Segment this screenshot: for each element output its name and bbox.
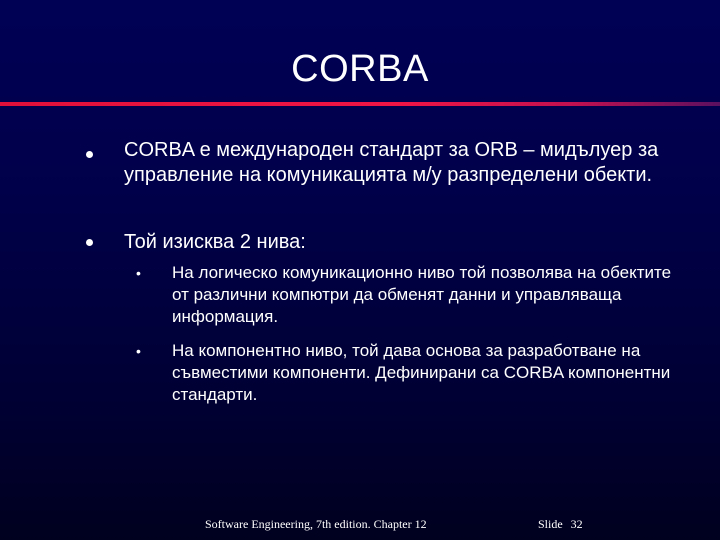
sub-bullet-dot-icon: • [136,265,141,281]
slide-title: CORBA [291,48,429,90]
footer-book-title: Software Engineering, 7th edition. Chapter 12 [205,517,427,531]
slide-number: 32 [570,517,583,531]
sub-bullet-item-2: На компонентно ниво, той дава основа за разработване на съвместими компоненти. Дефинирани са CORBA компонентни стандарти. [172,341,671,404]
sub-bullet-item-1: На логическо комуникационно ниво той позволява на обектите от различни компютри да обменят данни и управляваща информация. [172,263,672,326]
sub-bullet-dot-icon: • [136,343,141,359]
bullet-item-2: Той изисква 2 нива: [124,231,306,253]
bullet-dot-icon [86,239,93,246]
title-underline [0,102,720,106]
bullet-dot-icon [86,151,93,158]
slide-label: Slide [538,517,563,531]
footer-slide-number [538,517,583,532]
bullet-item-1: CORBA е международен стандарт за ORB – мидълуер за управление на комуникацията м/у разпределени обекти. [124,139,659,186]
